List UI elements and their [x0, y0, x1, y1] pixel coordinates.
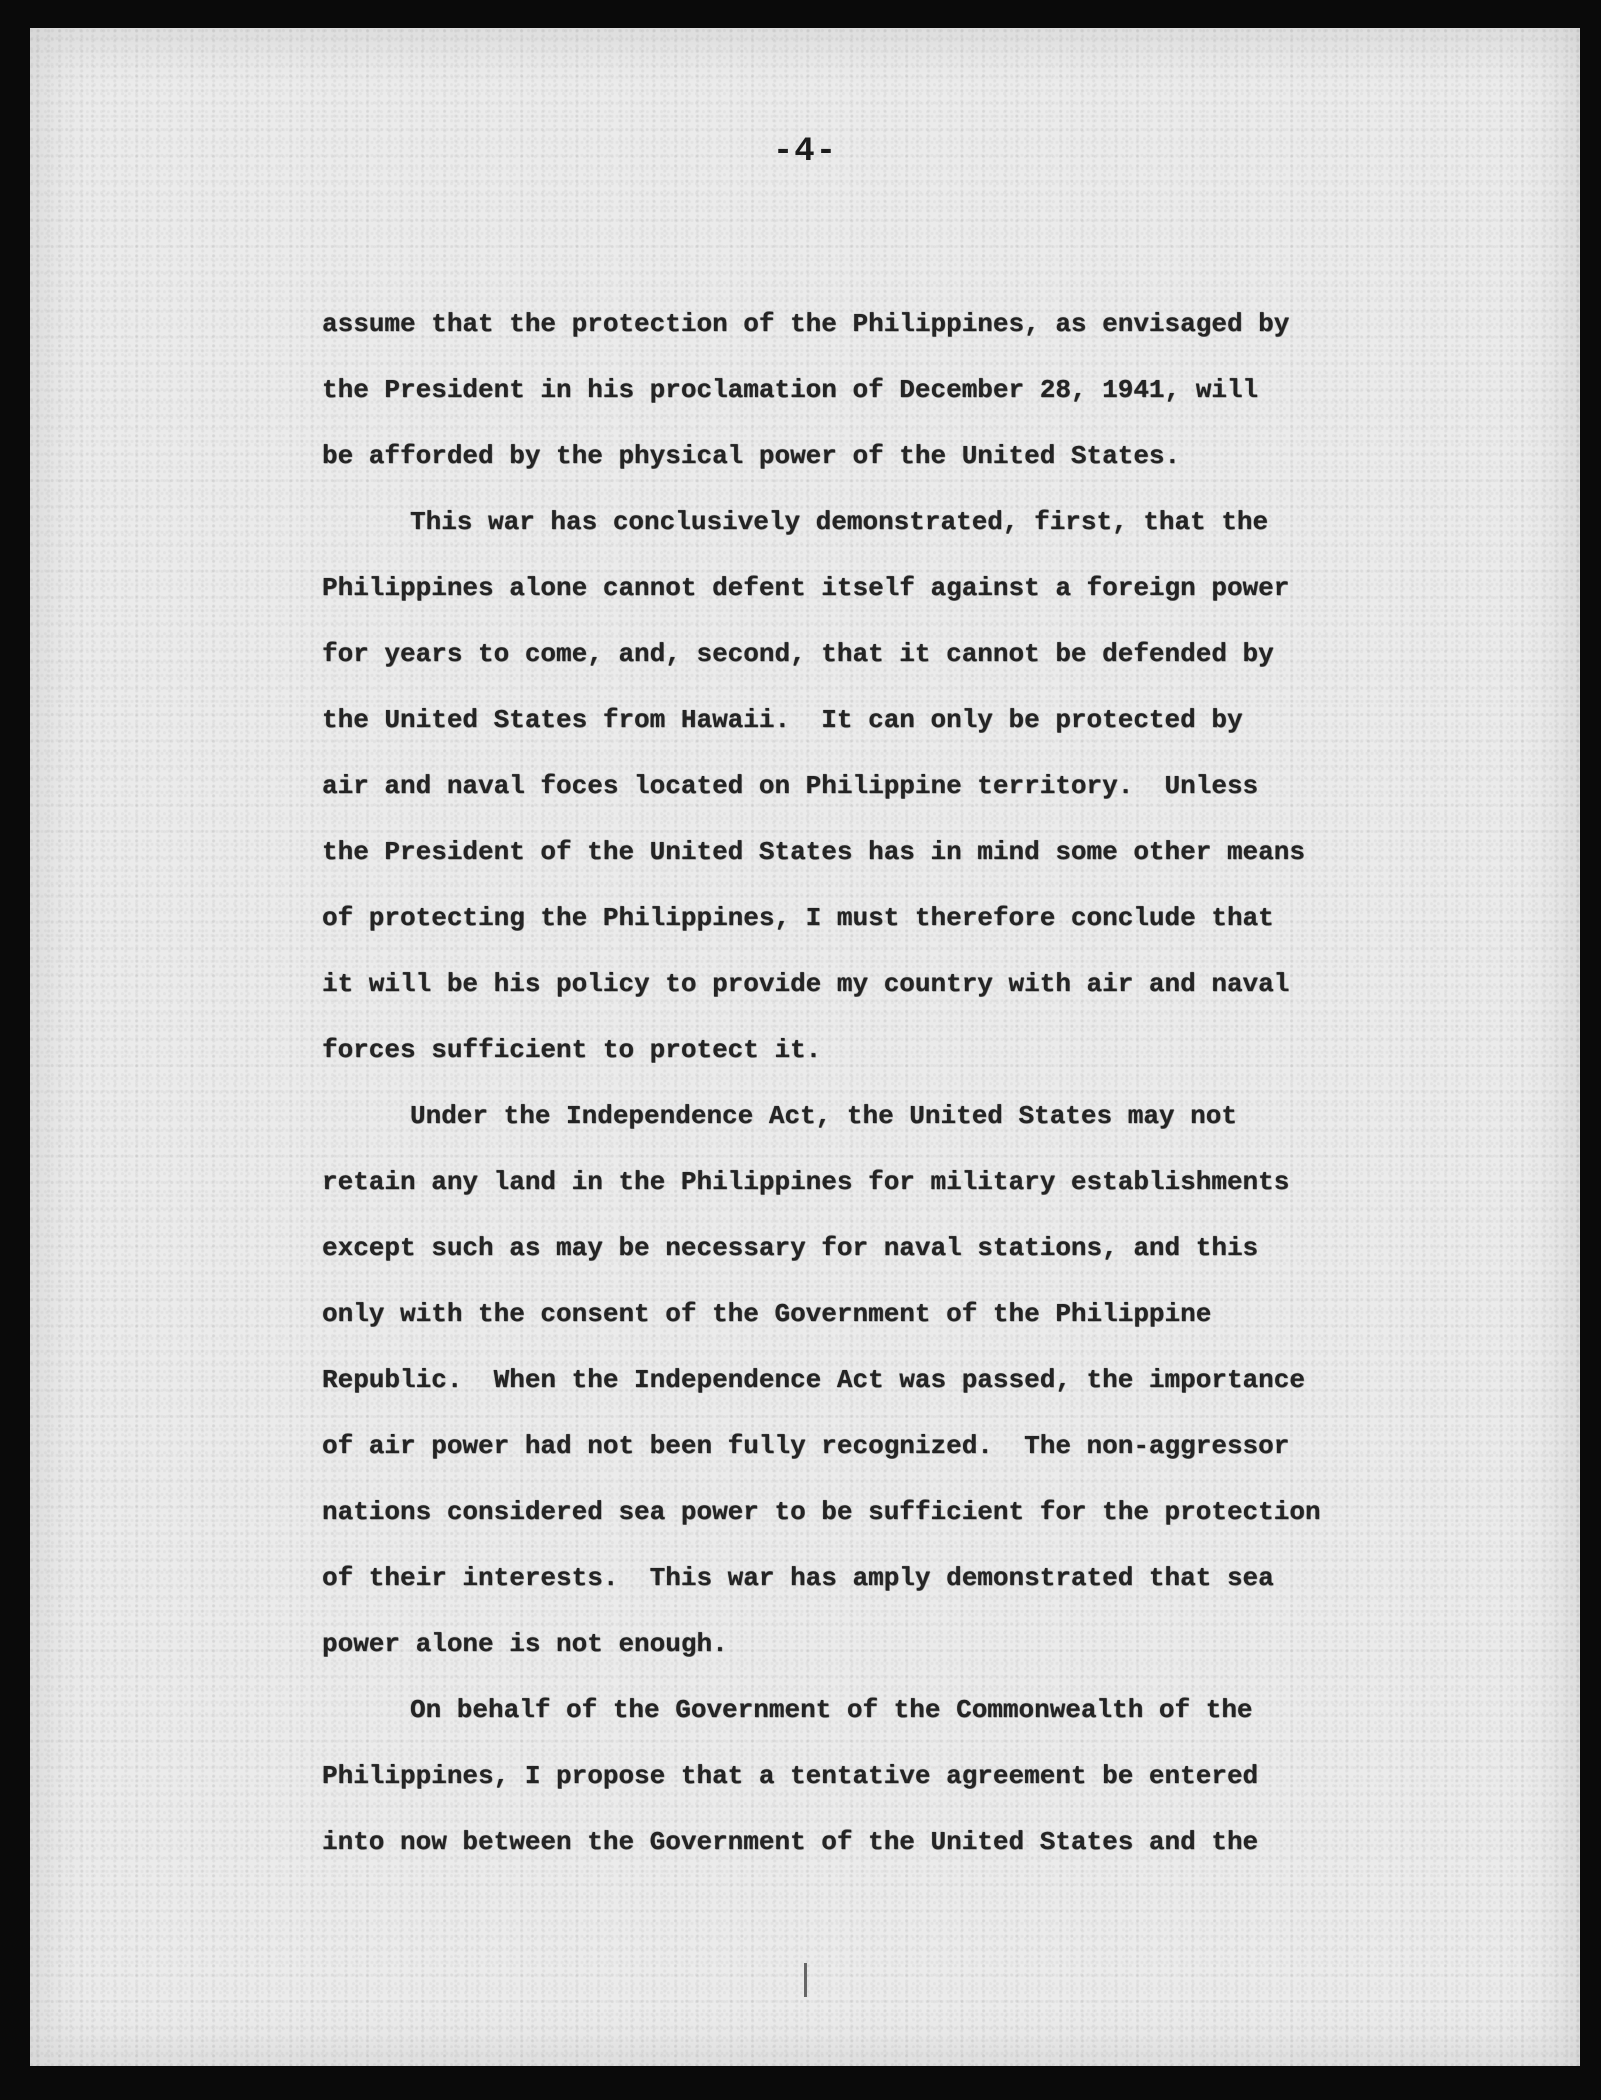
text-line: air and naval foces located on Philippine territory. Unless — [322, 771, 1259, 801]
text-line: forces sufficient to protect it. — [322, 1035, 822, 1065]
text-line: it will be his policy to provide my country with air and naval — [322, 969, 1290, 999]
text-line: of protecting the Philippines, I must therefore conclude that — [322, 903, 1274, 933]
document-body — [322, 304, 1402, 1888]
text-line: into now between the Government of the United States and the — [322, 1827, 1259, 1857]
text-line: retain any land in the Philippines for military establishments — [322, 1167, 1290, 1197]
paragraph-first-line: On behalf of the Government of the Commonwealth of the — [410, 1695, 1253, 1725]
text-line: only with the consent of the Government of the Philippine — [322, 1299, 1212, 1329]
text-line: the United States from Hawaii. It can only be protected by — [322, 705, 1243, 735]
text-line: except such as may be necessary for naval stations, and this — [322, 1233, 1259, 1263]
text-line: Philippines alone cannot defent itself against a foreign power — [322, 573, 1290, 603]
paragraph-first-line: This war has conclusively demonstrated, first, that the — [410, 507, 1269, 537]
text-line: power alone is not enough. — [322, 1629, 728, 1659]
text-line: assume that the protection of the Philippines, as envisaged by — [322, 309, 1290, 339]
text-line: Republic. When the Independence Act was passed, the importance — [322, 1365, 1305, 1395]
text-line: the President in his proclamation of December 28, 1941, will — [322, 375, 1259, 405]
document-page — [30, 28, 1580, 2066]
text-line: of their interests. This war has amply demonstrated that sea — [322, 1563, 1274, 1593]
text-line: of air power had not been fully recognized. The non-aggressor — [322, 1431, 1290, 1461]
scan-artifact-mark — [804, 1963, 807, 1997]
text-line: Philippines, I propose that a tentative agreement be entered — [322, 1761, 1259, 1791]
paragraph-first-line: Under the Independence Act, the United States may not — [410, 1101, 1237, 1131]
text-line: for years to come, and, second, that it cannot be defended by — [322, 639, 1274, 669]
text-line: the President of the United States has in mind some other means — [322, 837, 1305, 867]
text-line: nations considered sea power to be sufficient for the protection — [322, 1497, 1321, 1527]
text-line: be afforded by the physical power of the United States. — [322, 441, 1181, 471]
page-number: -4- — [772, 133, 838, 171]
